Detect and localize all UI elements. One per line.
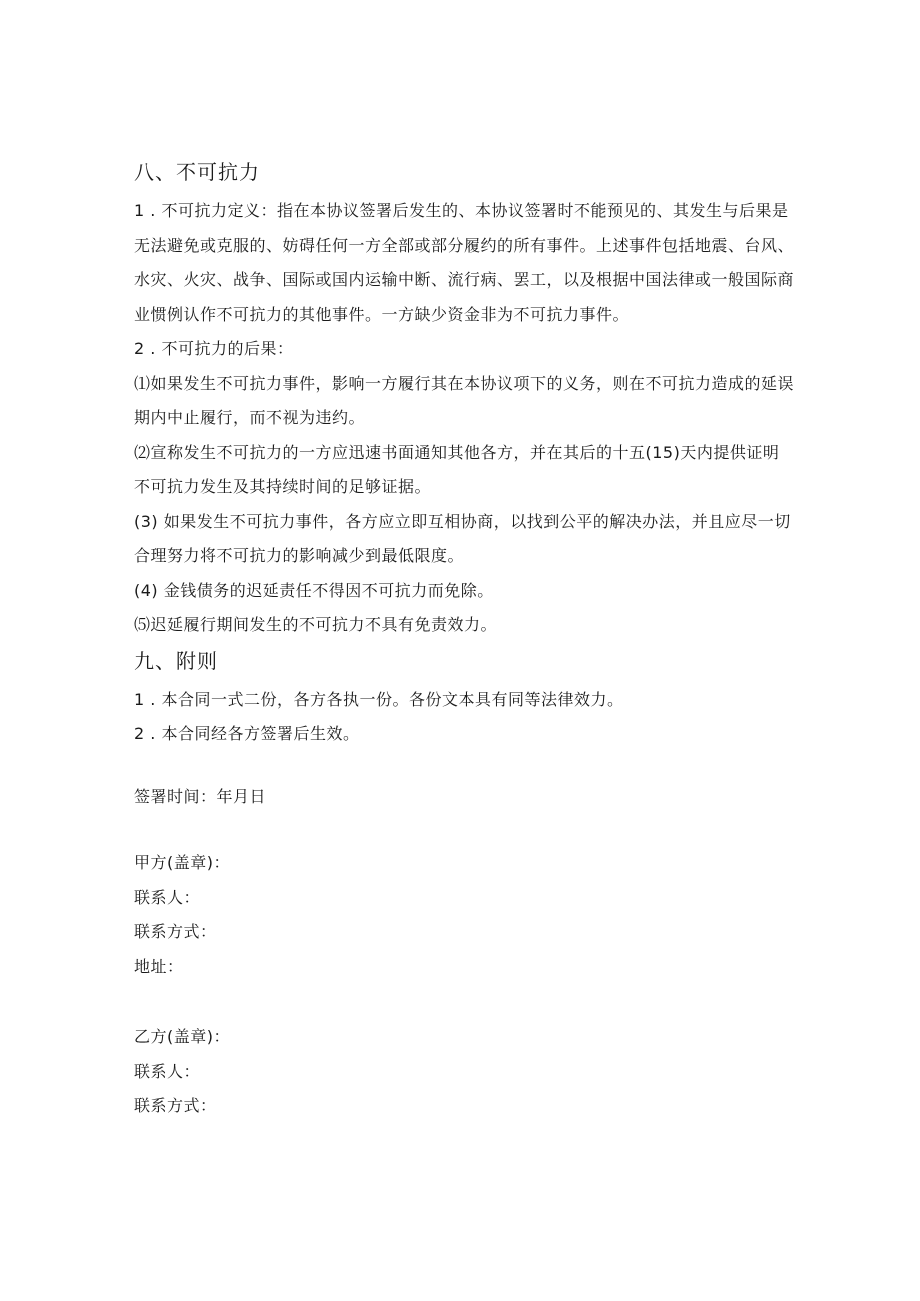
party-a-address: 地址： — [134, 956, 184, 976]
party-a-phone: 联系方式： — [134, 922, 217, 941]
consequence-3: (3) 如果发生不可抗力事件，各方应立即互相协商，以找到公平的解决办法，并且应尽一切合理努力将不可抗力的影响减少到最低限度。 — [134, 511, 791, 565]
party-a-contact: 联系人： — [134, 887, 201, 907]
supplementary-1: 1 . 本合同一式二份，各方各执一份。各份文本具有同等法律效力。 — [134, 689, 624, 709]
signing-date: 签署时间：年月日 — [134, 786, 267, 806]
section-9-title: 九、附则 — [134, 648, 218, 673]
party-b-phone: 联系方式： — [134, 1096, 217, 1115]
force-majeure-consequences-heading: 2 . 不可抗力的后果： — [134, 339, 294, 358]
consequence-5: ⑸迟延履行期间发生的不可抗力不具有免责效力。 — [134, 615, 498, 634]
document-body — [134, 158, 794, 1124]
force-majeure-definition: 1 . 不可抗力定义：指在本协议签署后发生的、本协议签署时不能预见的、其发生与后果是无法避免或克服的、妨碍任何一方全部或部分履约的所有事件。上述事件包括地震、台风、水灾、火灾、战争、国际或国内运输中断、流行病、罢工，以及根据中国法律或一般国际商业惯例认作不可抗力的其他事件。一方缺少资金非为不可抗力事件。 — [134, 201, 795, 324]
consequence-4: (4) 金钱债务的迟延责任不得因不可抗力而免除。 — [134, 580, 494, 600]
consequence-1: ⑴如果发生不可抗力事件，影响一方履行其在本协议项下的义务，则在不可抗力造成的延误期内中止履行，而不视为违约。 — [134, 373, 795, 427]
consequence-2: ⑵宣称发生不可抗力的一方应迅速书面通知其他各方，并在其后的十五(15)天内提供证明不可抗力发生及其持续时间的足够证据。 — [134, 442, 780, 496]
party-a-seal: 甲方(盖章)： — [134, 853, 230, 872]
party-b-contact: 联系人： — [134, 1061, 201, 1081]
section-8-title: 八、不可抗力 — [134, 160, 260, 184]
supplementary-2: 2 . 本合同经各方签署后生效。 — [134, 724, 360, 743]
party-b-seal: 乙方(盖章)： — [134, 1027, 230, 1046]
